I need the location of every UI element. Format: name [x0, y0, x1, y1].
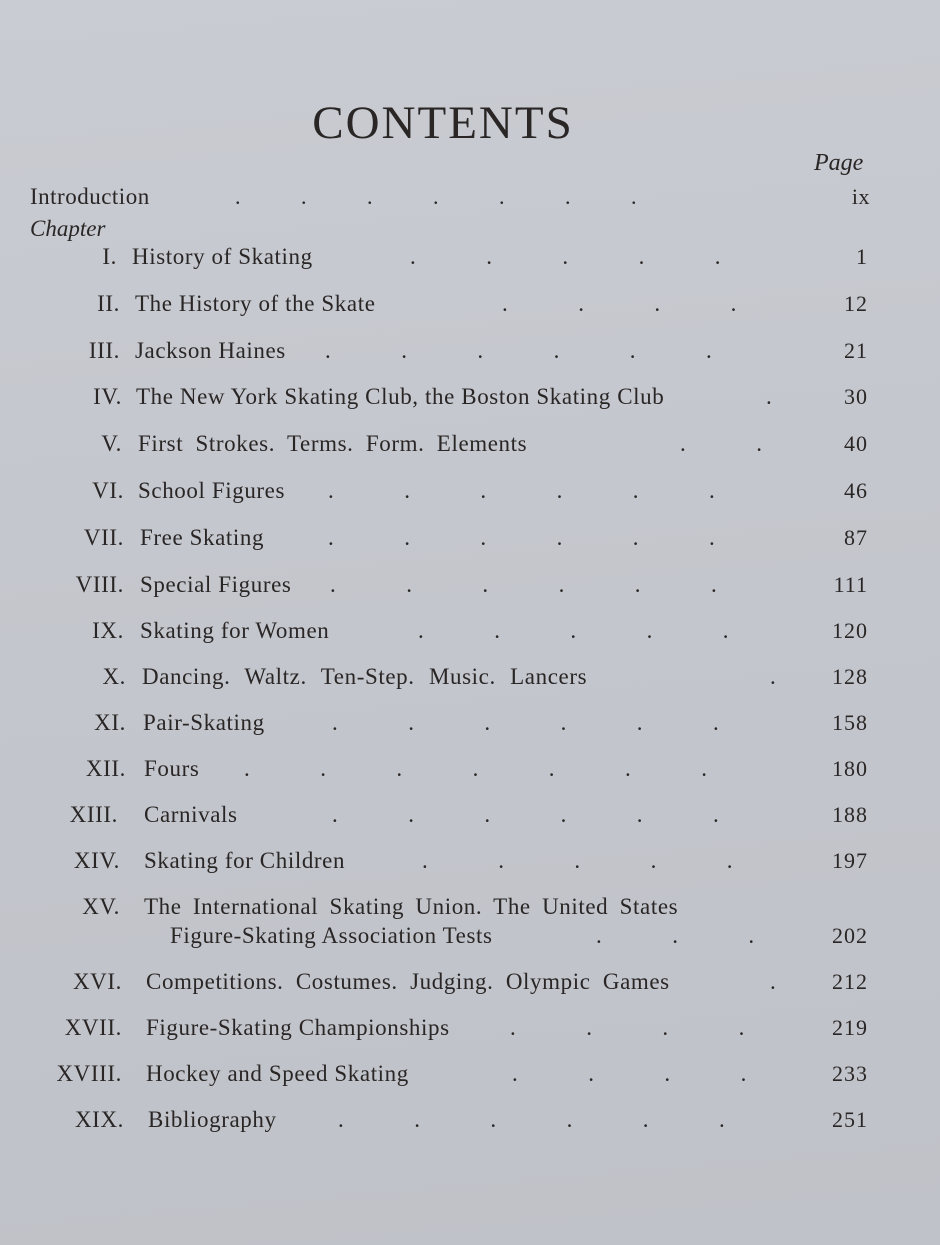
chapter-page: 188: [832, 802, 868, 827]
toc-entry: [0, 525, 880, 557]
chapter-number: XIV.: [73, 848, 120, 873]
chapter-title: Dancing. Waltz. Ten-Step. Music. Lancers: [142, 664, 588, 689]
chapter-number: I.: [102, 244, 117, 269]
chapter-title: The New York Skating Club, the Boston Skating Club: [136, 384, 665, 409]
chapter-page: 12: [844, 291, 868, 316]
leader-dots: . . . . . .: [328, 478, 716, 503]
toc-entry: [0, 1015, 880, 1047]
chapter-number: X.: [102, 664, 126, 689]
chapter-column-label: Chapter: [30, 216, 106, 241]
leader-dots: . .: [680, 431, 763, 456]
toc-entry: [0, 664, 880, 696]
chapter-page: 233: [832, 1061, 868, 1086]
chapter-page: 87: [844, 525, 868, 550]
chapter-title: Fours: [144, 756, 200, 781]
introduction-page: ix: [851, 184, 870, 209]
chapter-page: 197: [832, 848, 868, 873]
chapter-title: Bibliography: [148, 1107, 277, 1132]
toc-entry: [0, 710, 880, 742]
chapter-title: First Strokes. Terms. Form. Elements: [138, 431, 528, 456]
toc-entry: [0, 618, 880, 650]
toc-entry: [0, 756, 880, 788]
leader-dots: . . . . .: [422, 848, 734, 873]
chapter-number: XIX.: [74, 1107, 124, 1132]
chapter-number: IX.: [92, 618, 124, 643]
chapter-number: VIII.: [75, 572, 124, 597]
leader-dots: . . . . .: [418, 618, 730, 643]
leader-dots: . . . . . .: [328, 525, 716, 550]
leader-dots: . . .: [596, 923, 755, 948]
leader-dots: . . . . . . .: [244, 756, 708, 781]
leader-dots: . . . . . .: [330, 572, 718, 597]
chapter-title: Special Figures: [140, 572, 292, 597]
chapter-number: XII.: [85, 756, 126, 781]
chapter-page: 1: [856, 244, 868, 269]
toc-entry: [0, 338, 880, 370]
toc-entry: [0, 894, 880, 954]
toc-entry: [0, 1061, 880, 1093]
chapter-number: II.: [97, 291, 120, 316]
toc-entry: [0, 431, 880, 463]
leader-dots: . . . . . .: [332, 802, 720, 827]
chapter-title: Pair-Skating: [143, 710, 265, 735]
chapter-page: 212: [832, 969, 868, 994]
chapter-title: School Figures: [138, 478, 286, 503]
leader-dots: .: [770, 664, 777, 689]
chapter-page: 21: [844, 338, 868, 363]
chapter-number: XVIII.: [56, 1061, 122, 1086]
chapter-page: 111: [833, 572, 868, 597]
leader-dots: . . . . . .: [338, 1107, 726, 1132]
leader-dots: . . . . .: [410, 244, 722, 269]
chapter-number: XVI.: [72, 969, 122, 994]
leader-dots: . . . . . . .: [235, 184, 637, 209]
chapter-title: Free Skating: [140, 525, 265, 550]
toc-entry: [0, 572, 880, 604]
chapter-title: The International Skating Union. The United States: [144, 894, 679, 919]
chapter-page: 46: [844, 478, 868, 503]
page-column-label: Page: [814, 150, 864, 176]
toc-entry: [0, 384, 880, 416]
chapter-title: History of Skating: [132, 244, 313, 269]
chapter-title: Carnivals: [144, 802, 238, 827]
introduction-label: Introduction: [30, 184, 150, 209]
chapter-number: VI.: [92, 478, 124, 503]
leader-dots: . . . . . .: [332, 710, 720, 735]
toc-entry: [0, 291, 880, 323]
chapter-page: 158: [832, 710, 868, 735]
chapter-title: Skating for Women: [140, 618, 330, 643]
chapter-title: Jackson Haines: [135, 338, 286, 363]
chapter-number: XIII.: [69, 802, 118, 827]
chapter-number: VII.: [83, 525, 124, 550]
leader-dots: . . . .: [510, 1015, 745, 1040]
toc-entry: [0, 1107, 880, 1139]
chapter-number: IV.: [93, 384, 122, 409]
chapter-page: 219: [832, 1015, 868, 1040]
leader-dots: . . . .: [512, 1061, 747, 1086]
toc-entry: [0, 802, 880, 834]
leader-dots: . . . .: [502, 291, 737, 316]
chapter-page: 202: [832, 923, 868, 948]
chapter-number: XI.: [94, 710, 126, 735]
chapter-title-continued: Figure-Skating Association Tests: [170, 923, 493, 948]
chapter-number: III.: [88, 338, 120, 363]
toc-entry: [0, 969, 880, 1001]
page-title: CONTENTS: [312, 97, 574, 149]
toc-entry: [0, 478, 880, 510]
leader-dots: . . . . . .: [325, 338, 713, 363]
chapter-page: 40: [844, 431, 868, 456]
toc-entry: [0, 848, 880, 880]
chapter-title: Figure-Skating Championships: [146, 1015, 450, 1040]
chapter-title: Competitions. Costumes. Judging. Olympic Games: [146, 969, 670, 994]
chapter-title: Hockey and Speed Skating: [146, 1061, 409, 1086]
chapter-title: The History of the Skate: [135, 291, 376, 316]
chapter-title: Skating for Children: [144, 848, 346, 873]
chapter-page: 128: [832, 664, 868, 689]
chapter-page: 251: [832, 1107, 868, 1132]
leader-dots: .: [770, 969, 777, 994]
chapter-number: XV.: [82, 894, 120, 919]
leader-dots: .: [766, 384, 773, 409]
toc-entry: [0, 244, 880, 276]
chapter-page: 120: [832, 618, 868, 643]
chapter-number: XVII.: [64, 1015, 122, 1040]
chapter-number: V.: [101, 431, 122, 456]
chapter-page: 180: [832, 756, 868, 781]
chapter-page: 30: [844, 384, 868, 409]
